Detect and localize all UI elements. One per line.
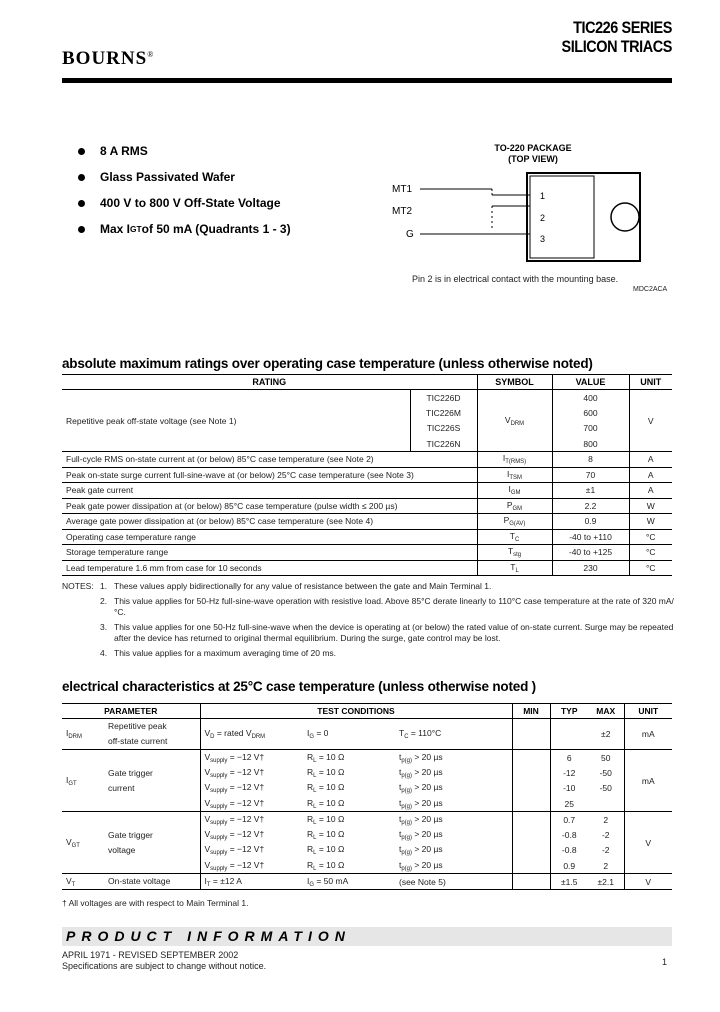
- pin-number: 2: [540, 213, 546, 223]
- table-row: $V_{supply} = -12$ V† $R_L = 10$ Ω $t_{p(g)} > 20$ µs -0.8 -2: [62, 827, 672, 843]
- table-row: Peak gate power dissipation at (or below) 85°C case temperature (pulse width ≤ 200 µs) $P_{GM}$ 2.2 W: [62, 498, 672, 514]
- feature-item: Max I GT of 50 mA (Quadrants 1 - 3): [78, 216, 291, 242]
- table-row: Storage temperature range $T_{stg}$ -40 to +125 °C: [62, 545, 672, 561]
- table-row: $V_{supply} = -12$ V† $R_L = 10$ Ω $t_{p(g)} > 20$ µs -0.8 -2: [62, 843, 672, 859]
- table-row: $I_{DRM}$ Repetitive peak off-state current $V_D$ = rated $V_{DRM}$ $I_G = 0$ $T_C = 110^\circ C$ ±2 mA: [62, 719, 672, 750]
- note-item: 2. This value applies for 50-Hz full-sine-wave operation with resistive load. Above 85°C derate linearly to 110°C case temperature at the rate of 320 mA/°C.: [100, 595, 674, 617]
- table-row: Average gate power dissipation at (or below) 85°C case temperature (see Note 4) $P_{G(AV)}$ 0.9 W: [62, 514, 672, 530]
- note-item: 4. This value applies for a maximum averaging time of 20 ms.: [100, 647, 337, 658]
- bullet-icon: [78, 226, 85, 233]
- table-row: $V_{supply} = -12$ V† $R_L = 10$ Ω $t_{p(g)} > 20$ µs -10 -50: [62, 781, 672, 797]
- table-header-row: PARAMETER TEST CONDITIONS MIN TYP MAX UNIT: [62, 704, 672, 719]
- table-row: TIC226M 600: [62, 405, 672, 421]
- package-note: Pin 2 is in electrical contact with the mounting base.: [412, 274, 619, 284]
- table-row: TIC226N 800: [62, 436, 672, 452]
- package-code: MDC2ACA: [633, 286, 668, 293]
- note-item: 3. This value applies for one 50-Hz full-sine-wave when the device is operating at (or below) the rated value of on-state current. Surge may be repeated after the device has returned to original thermal equilibrium. During the surge, gate control may be lost.: [100, 621, 674, 643]
- bourns-logo: BOURNS®: [62, 48, 155, 69]
- table-row: Peak gate current $I_{GM}$ ±1 A: [62, 483, 672, 499]
- feature-item: 8 A RMS: [78, 138, 291, 164]
- table-row: Peak on-state surge current full-sine-wave at (or below) 25°C case temperature (see Note 3) $I_{TSM}$ 70 A: [62, 467, 672, 483]
- table-row: Operating case temperature range $T_C$ -40 to +110 °C: [62, 529, 672, 545]
- table-row: Lead temperature 1.6 mm from case for 10 seconds $T_L$ 230 °C: [62, 560, 672, 576]
- registered-mark: ®: [147, 50, 155, 59]
- to220-package-diagram: [380, 165, 680, 270]
- bullet-icon: [78, 174, 85, 181]
- series-subtitle: SILICON TRIACS: [561, 37, 672, 56]
- pin-label: MT1: [392, 184, 412, 195]
- table-row: $V_{supply} = -12$ V† $R_L = 10$ Ω $t_{p(g)} > 20$ µs 0.9 2: [62, 858, 672, 874]
- feature-item: 400 V to 800 V Off-State Voltage: [78, 190, 291, 216]
- series-name: TIC226 SERIES: [573, 18, 672, 37]
- note-item: NOTES: 1. These values apply bidirectionally for any value of resistance between the gate and Main Terminal 1.: [62, 581, 492, 591]
- document-title: [562, 18, 672, 56]
- dagger-footnote: † All voltages are with respect to Main Terminal 1.: [62, 898, 249, 908]
- disclaimer: Specifications are subject to change without notice.: [62, 961, 267, 971]
- pin-label: MT2: [392, 206, 412, 217]
- ratings-title: absolute maximum ratings over operating case temperature (unless otherwise noted): [62, 356, 593, 371]
- electrical-title: electrical characteristics at 25°C case temperature (unless otherwise noted ): [62, 679, 536, 694]
- pin-number: 3: [540, 234, 546, 244]
- product-info-label: PRODUCT INFORMATION: [66, 928, 351, 944]
- feature-item: Glass Passivated Wafer: [78, 164, 291, 190]
- electrical-table: [62, 703, 672, 890]
- table-row: $I_{GT}$ Gate trigger current $V_{supply} = -12$ V† $R_L = 10$ Ω $t_{p(g)} > 20$ µs 6 50 mA: [62, 750, 672, 766]
- table-row: $V_{GT}$ Gate trigger voltage $V_{supply} = -12$ V† $R_L = 10$ Ω $t_{p(g)} > 20$ µs 0.7 2 V: [62, 812, 672, 828]
- pin-label: G: [406, 229, 414, 240]
- table-row: $V_T$ On-state voltage $I_T = \pm 12$ A $I_G = 50$ mA (see Note 5) ±1.5 ±2.1 V: [62, 874, 672, 890]
- table-row: Repetitive peak off-state voltage (see Note 1) TIC226D $V_{DRM}$ 400 V: [62, 390, 672, 406]
- table-row: $V_{supply} = -12$ V† $R_L = 10$ Ω $t_{p(g)} > 20$ µs 25: [62, 796, 672, 812]
- package-title: TO-220 PACKAGE (TOP VIEW): [494, 143, 572, 164]
- table-header-row: RATING SYMBOL VALUE UNIT: [62, 375, 672, 390]
- footer-info: [62, 950, 266, 972]
- table-row: TIC226S 700: [62, 421, 672, 437]
- table-row: $V_{supply} = -12$ V† $R_L = 10$ Ω $t_{p(g)} > 20$ µs -12 -50: [62, 765, 672, 781]
- revision-date: APRIL 1971 - REVISED SEPTEMBER 2002: [62, 950, 239, 960]
- notes-section: [62, 581, 674, 662]
- bullet-icon: [78, 148, 85, 155]
- ratings-table: [62, 374, 672, 576]
- table-row: Full-cycle RMS on-state current at (or below) 85°C case temperature (see Note 2) $I_{T(RMS)}$ 8 A: [62, 452, 672, 468]
- bullet-icon: [78, 200, 85, 207]
- page-number: 1: [662, 957, 668, 967]
- pin-number: 1: [540, 191, 546, 201]
- feature-list: [78, 138, 291, 242]
- header-divider: [62, 78, 672, 83]
